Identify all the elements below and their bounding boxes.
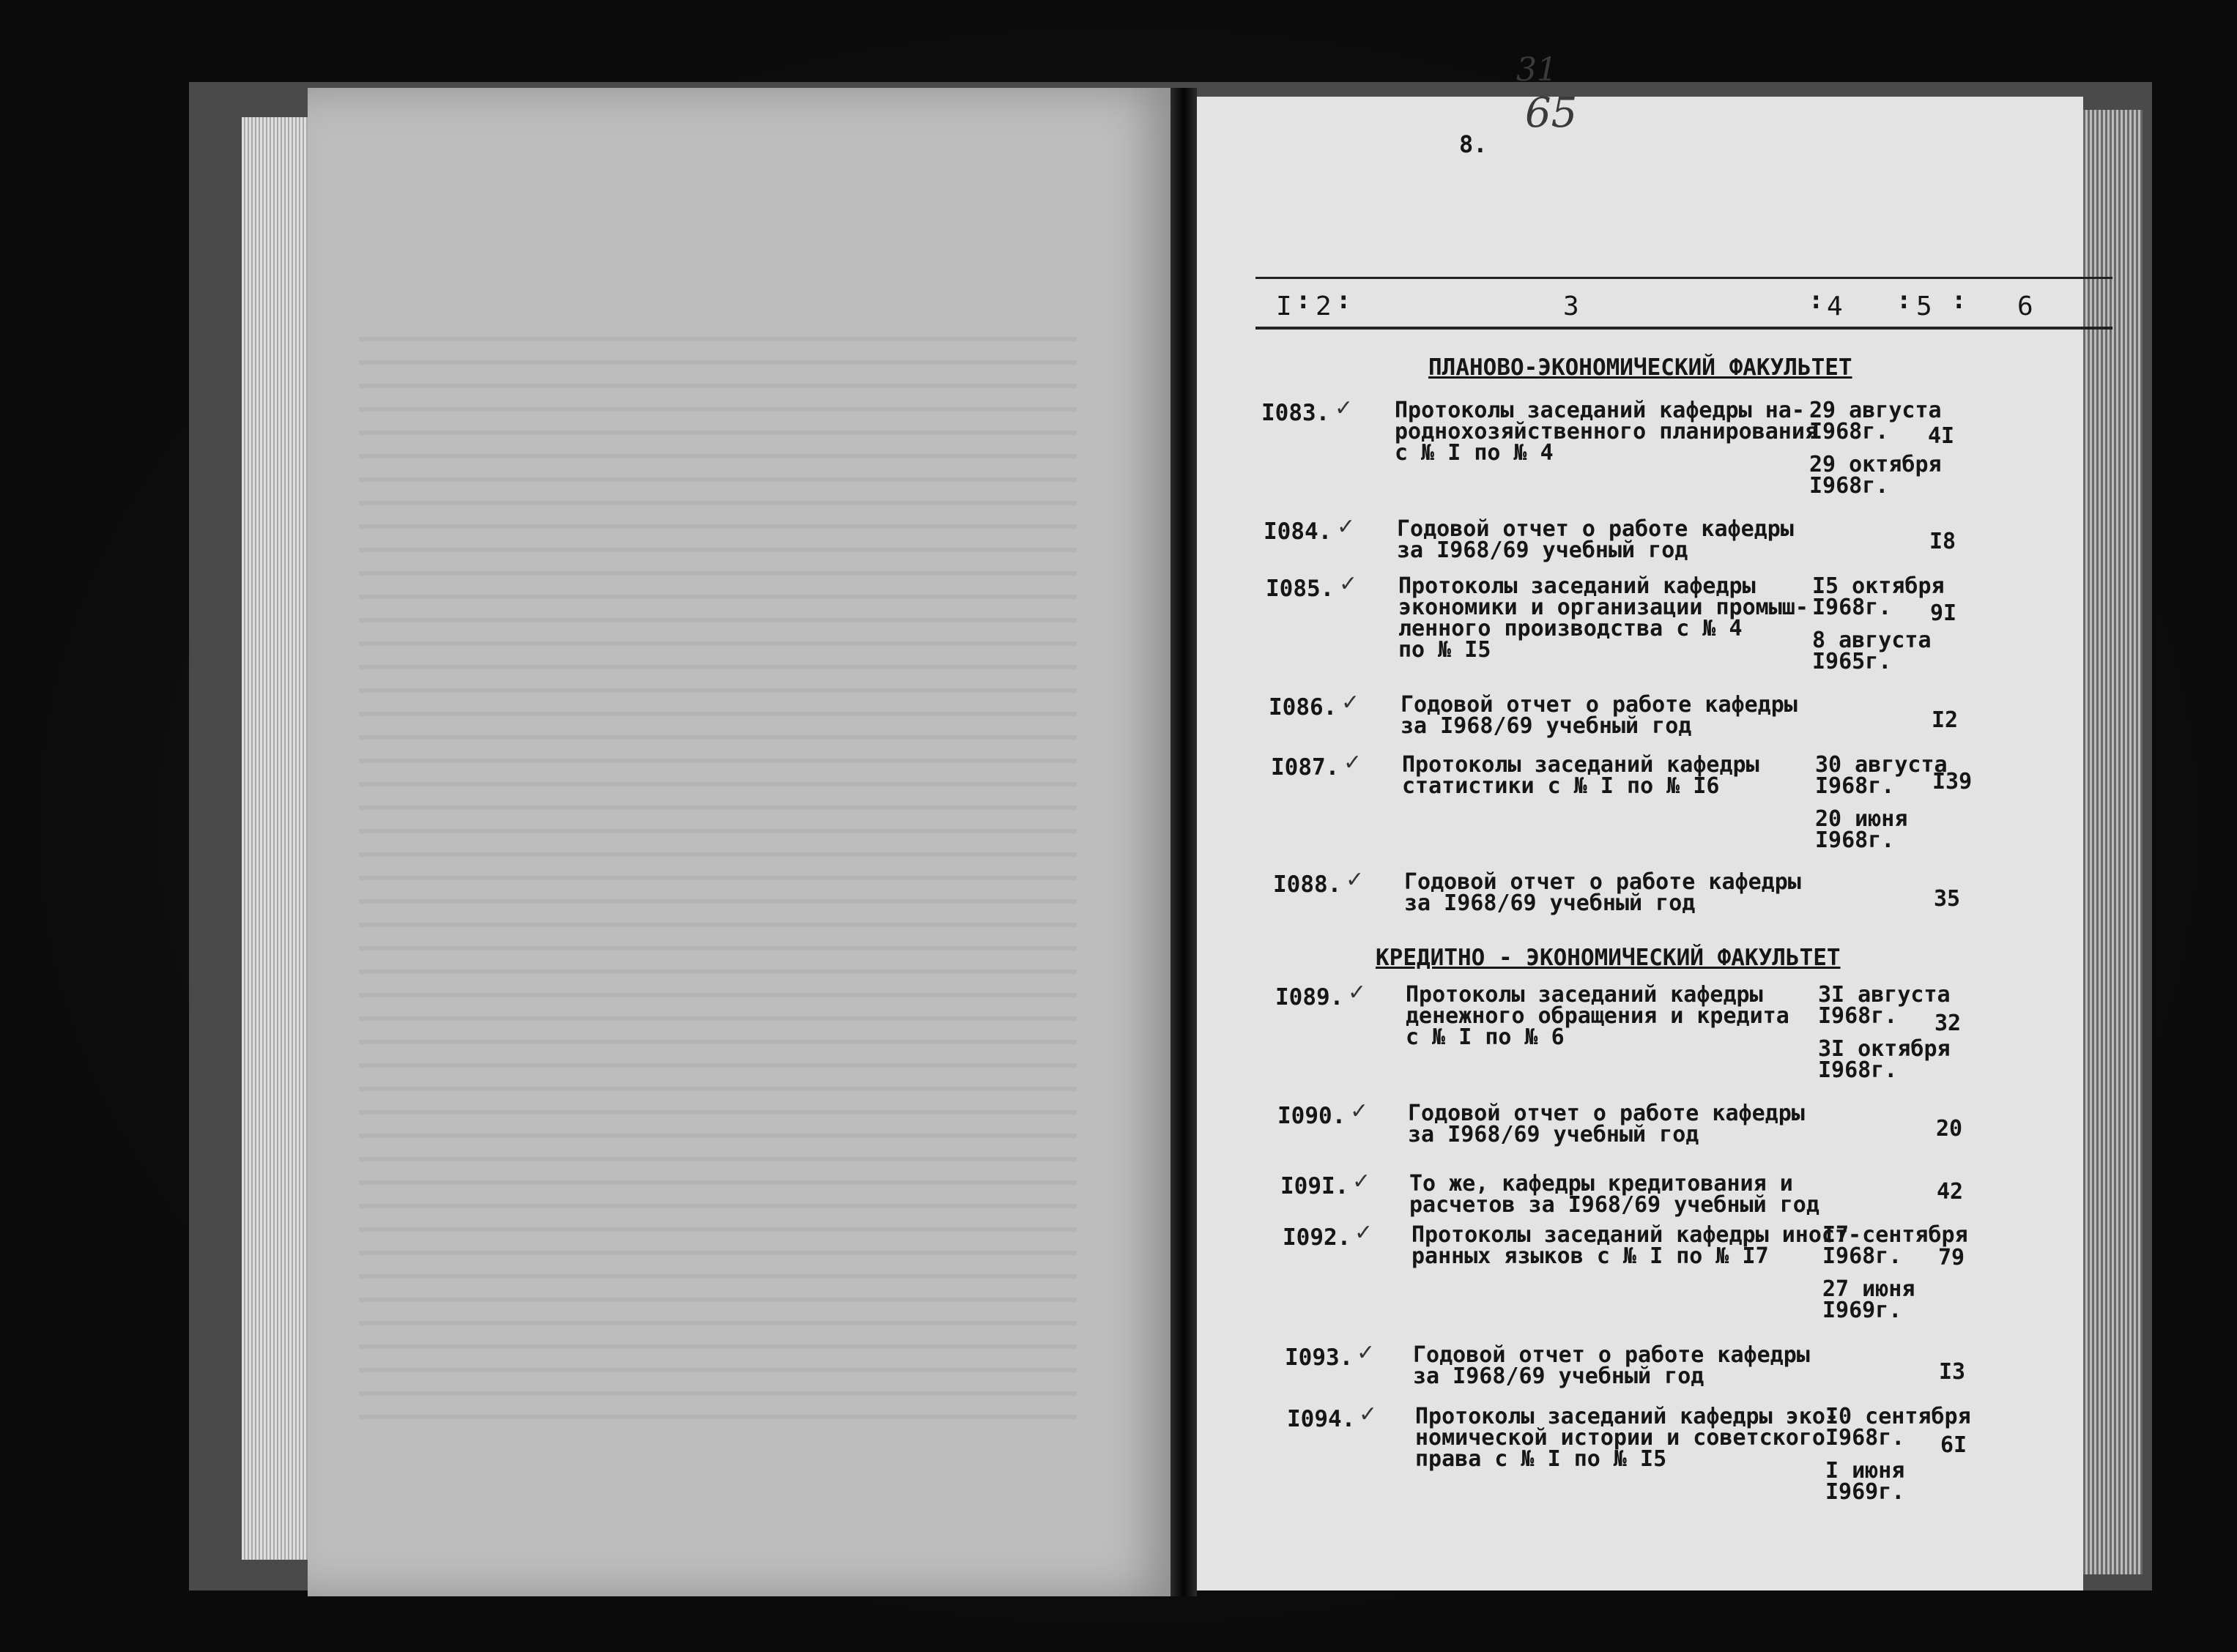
right-page-stack-edge — [2077, 110, 2143, 1574]
header-top-rule — [1255, 277, 2112, 279]
date-line: 3I августа — [1818, 982, 1951, 1008]
entry-number: I083. — [1261, 400, 1330, 426]
date-line: 30 августа — [1815, 752, 1948, 778]
sheet-count: 35 — [1934, 886, 1961, 912]
pencil-annotation-top: 31 — [1516, 51, 1557, 89]
entry-number: I085. — [1266, 576, 1335, 602]
column-4-label: 4 — [1827, 291, 1843, 321]
entry-description — [1415, 1406, 1839, 1470]
date-line: I968г. — [1815, 827, 1895, 853]
date-line: I июня — [1825, 1458, 1905, 1484]
entry-description — [1398, 573, 1808, 663]
checkmark-icon: ✓ — [1359, 1402, 1378, 1427]
description-line: денежного обращения и кредита — [1406, 1003, 1789, 1029]
date-line: 8 августа — [1812, 628, 1932, 653]
pencil-annotation-bottom: 65 — [1525, 89, 1578, 137]
sheet-count: 32 — [1934, 1011, 1962, 1036]
entry-description — [1409, 1173, 1819, 1216]
entry-number: I093. — [1285, 1344, 1354, 1371]
description-line: Протоколы заседаний кафедры эко- — [1415, 1404, 1839, 1429]
checkmark-icon: ✓ — [1341, 690, 1360, 715]
sheet-count: 4I — [1928, 423, 1955, 449]
date-line: I968г. — [1812, 595, 1892, 620]
description-line: с № I по № 6 — [1406, 1024, 1565, 1050]
date-line: I7 сентября — [1822, 1222, 1968, 1248]
sheet-count: I39 — [1932, 769, 1973, 795]
column-1-label: I — [1276, 291, 1292, 321]
description-line: статистики с № I по № I6 — [1402, 773, 1720, 799]
sheet-count: 6I — [1940, 1432, 1967, 1458]
checkmark-icon: ✓ — [1352, 1169, 1371, 1194]
description-line: расчетов за I968/69 учебный год — [1409, 1192, 1819, 1218]
description-line: за I968/69 учебный год — [1401, 713, 1692, 739]
entry-description — [1401, 694, 1798, 737]
entry-description — [1406, 984, 1789, 1048]
description-line: Протоколы заседаний кафедры на- — [1395, 398, 1805, 423]
description-line: Годовой отчет о работе кафедры — [1404, 869, 1801, 895]
date-line: 29 октября — [1809, 452, 1942, 477]
description-line: с № I по № 4 — [1395, 440, 1554, 466]
description-line: экономики и организации промыш- — [1398, 595, 1808, 620]
sheet-count: 42 — [1937, 1179, 1964, 1205]
entry-dates — [1809, 398, 1942, 499]
entry-number: I089. — [1275, 984, 1344, 1011]
description-line: То же, кафедры кредитования и — [1409, 1171, 1793, 1197]
description-line: Протоколы заседаний кафедры иност- — [1411, 1222, 1862, 1248]
description-line: за I968/69 учебный год — [1404, 890, 1696, 916]
bleed-through-text — [359, 337, 1077, 1435]
description-line: за I968/69 учебный год — [1408, 1122, 1699, 1147]
description-line: Протоколы заседаний кафедры — [1398, 573, 1756, 599]
date-line: 29 августа — [1809, 398, 1942, 423]
description-line: ранных языков с № I по № I7 — [1411, 1243, 1769, 1269]
checkmark-icon: ✓ — [1339, 571, 1358, 597]
sheet-count: I8 — [1929, 529, 1956, 554]
column-3-label: 3 — [1563, 291, 1579, 321]
left-page-blank — [308, 88, 1179, 1596]
description-line: номической истории и советского — [1415, 1425, 1825, 1451]
description-line: ленного производства с № 4 — [1398, 616, 1743, 641]
description-line: за I968/69 учебный год — [1397, 537, 1688, 563]
date-line: I5 октября — [1812, 573, 1945, 599]
date-line: I0 сентября — [1825, 1404, 1971, 1429]
entry-dates — [1812, 573, 1945, 674]
entry-description — [1408, 1103, 1805, 1145]
checkmark-icon: ✓ — [1350, 1098, 1369, 1124]
checkmark-icon: ✓ — [1337, 514, 1356, 540]
column-separator: : — [1336, 286, 1351, 315]
left-page-stack-edge — [242, 117, 312, 1560]
description-line: Годовой отчет о работе кафедры — [1413, 1342, 1810, 1368]
entry-number: I087. — [1271, 754, 1340, 781]
entry-description — [1402, 754, 1759, 797]
column-2-label: 2 — [1316, 291, 1332, 321]
column-5-label: 5 — [1916, 291, 1932, 321]
entry-number: I088. — [1273, 871, 1342, 898]
date-line: I968г. — [1809, 419, 1889, 444]
entry-number: I092. — [1283, 1224, 1351, 1251]
column-separator: : — [1808, 286, 1824, 315]
date-line: I968г. — [1809, 473, 1889, 499]
description-line: Протоколы заседаний кафедры — [1406, 982, 1763, 1008]
page-number: 8. — [1459, 130, 1488, 158]
column-separator: : — [1951, 286, 1967, 315]
sheet-count: 9I — [1930, 600, 1957, 626]
entry-number: I09I. — [1280, 1173, 1349, 1199]
checkmark-icon: ✓ — [1343, 750, 1362, 775]
sheet-count: 20 — [1936, 1116, 1963, 1142]
header-bottom-rule — [1255, 327, 2112, 330]
date-line: I969г. — [1825, 1479, 1905, 1505]
sheet-count: I3 — [1939, 1359, 1966, 1385]
checkmark-icon: ✓ — [1348, 980, 1367, 1005]
column-separator: : — [1296, 286, 1311, 315]
section-heading-planning: ПЛАНОВО-ЭКОНОМИЧЕСКИЙ ФАКУЛЬТЕТ — [1428, 354, 1852, 381]
entry-number: I084. — [1264, 518, 1332, 545]
checkmark-icon: ✓ — [1357, 1340, 1376, 1366]
checkmark-icon: ✓ — [1335, 395, 1354, 421]
date-line: I969г. — [1822, 1298, 1902, 1323]
description-line: права с № I по № I5 — [1415, 1446, 1667, 1472]
date-line: I968г. — [1822, 1243, 1902, 1269]
description-line: роднохозяйственного планирования — [1395, 419, 1818, 444]
entry-dates — [1822, 1224, 1968, 1321]
date-line: I968г. — [1818, 1057, 1898, 1083]
checkmark-icon: ✓ — [1346, 867, 1365, 893]
date-line: 20 июня — [1815, 806, 1908, 832]
column-6-label: 6 — [2017, 291, 2033, 321]
entry-dates — [1815, 754, 1948, 851]
date-line: I968г. — [1818, 1003, 1898, 1029]
entry-description — [1404, 871, 1801, 914]
date-line: I968г. — [1815, 773, 1895, 799]
description-line: за I968/69 учебный год — [1413, 1363, 1704, 1389]
sheet-count: I2 — [1932, 707, 1959, 733]
description-line: Протоколы заседаний кафедры — [1402, 752, 1759, 778]
date-line: 27 июня — [1822, 1276, 1915, 1302]
description-line: по № I5 — [1398, 637, 1491, 663]
column-separator: : — [1896, 286, 1912, 315]
description-line: Годовой отчет о работе кафедры — [1408, 1101, 1805, 1126]
description-line: Годовой отчет о работе кафедры — [1401, 692, 1798, 718]
entry-description — [1395, 400, 1818, 464]
date-line: I965г. — [1812, 649, 1892, 674]
book-gutter — [1171, 88, 1197, 1596]
entry-number: I086. — [1269, 694, 1338, 721]
checkmark-icon: ✓ — [1354, 1220, 1373, 1246]
description-line: Годовой отчет о работе кафедры — [1397, 516, 1794, 542]
date-line: I968г. — [1825, 1425, 1905, 1451]
date-line: 3I октября — [1818, 1036, 1951, 1062]
entry-description — [1411, 1224, 1861, 1267]
entry-dates — [1818, 984, 1951, 1081]
sheet-count: 79 — [1938, 1245, 1965, 1270]
section-heading-credit: КРЕДИТНО - ЭКОНОМИЧЕСКИЙ ФАКУЛЬТЕТ — [1376, 945, 1841, 971]
table-header — [1190, 97, 2112, 321]
entry-number: I090. — [1277, 1103, 1346, 1129]
entry-description — [1397, 518, 1794, 561]
entry-description — [1413, 1344, 1810, 1387]
entry-number: I094. — [1287, 1406, 1356, 1432]
